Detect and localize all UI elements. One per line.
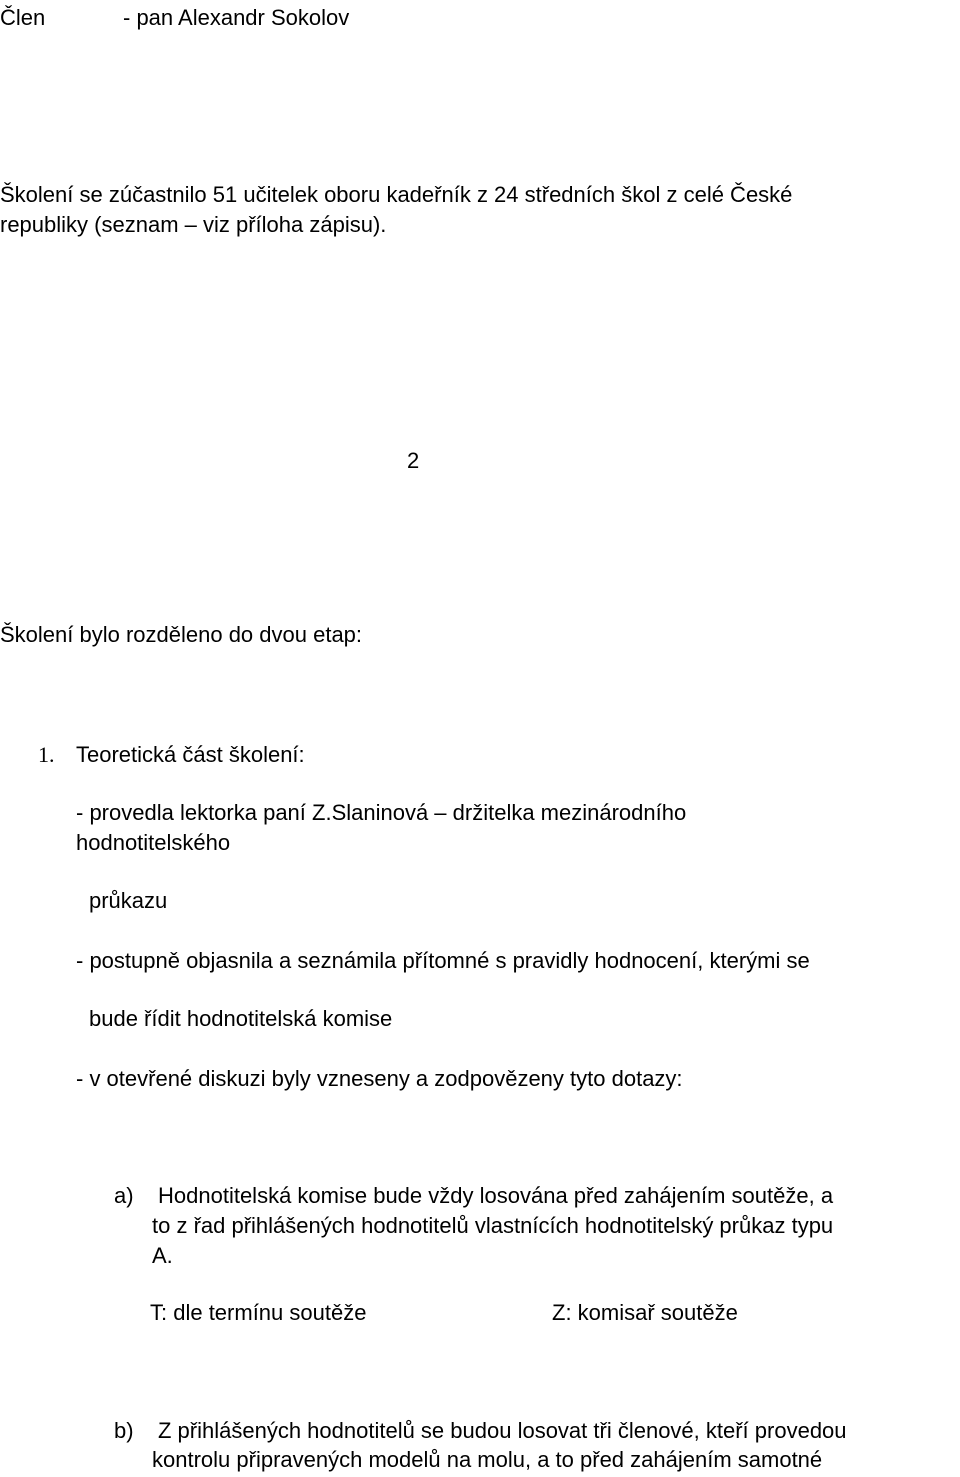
intro-line-1-text: Školení se zúčastnilo 51 učitelek oboru kadeřník z 24 středních škol z celé České: [0, 182, 793, 207]
question-b-line-2: kontrolu připravených modelů na molu, a to před zahájením samotné: [152, 1447, 823, 1472]
stages-intro: Školení bylo rozděleno do dvou etap:: [0, 622, 363, 647]
question-a-line-1: Hodnotitelská komise bude vždy losována před zahájením soutěže, a: [158, 1183, 834, 1208]
bullet-2-line-2: bude řídit hodnotitelská komise: [89, 1006, 393, 1031]
section-1-number: 1.: [38, 742, 55, 767]
member-name: - pan Alexandr Sokolov: [123, 5, 350, 30]
question-a-term: T: dle termínu soutěže: [150, 1300, 367, 1325]
bullet-1-line-1: - provedla lektorka paní Z.Slaninová – držitelka mezinárodního: [76, 800, 687, 825]
question-a-responsible: Z: komisař soutěže: [552, 1300, 738, 1325]
question-a-line-3: A.: [152, 1243, 173, 1268]
bullet-3-line-1: - v otevřené diskuzi byly vzneseny a zodpovězeny tyto dotazy:: [76, 1066, 683, 1091]
member-label: Člen: [0, 5, 46, 30]
page-number: 2: [407, 448, 420, 473]
question-a-line-2: to z řad přihlášených hodnotitelů vlastnících hodnotitelský průkaz typu: [152, 1213, 834, 1238]
bullet-1-line-2: hodnotitelského: [76, 830, 231, 855]
question-b-line-1: Z přihlášených hodnotitelů se budou losovat tři členové, kteří provedou: [158, 1418, 847, 1443]
bullet-1-line-3: průkazu: [89, 888, 168, 913]
question-a-marker: a): [114, 1183, 134, 1208]
question-b-marker: b): [114, 1418, 134, 1443]
intro-line-1: [0, 180, 960, 210]
intro-line-2: republiky (seznam – viz příloha zápisu).: [0, 212, 387, 237]
bullet-2-line-1: - postupně objasnila a seznámila přítomné s pravidly hodnocení, kterými se: [76, 948, 810, 973]
section-1-title: Teoretická část školení:: [76, 742, 305, 767]
